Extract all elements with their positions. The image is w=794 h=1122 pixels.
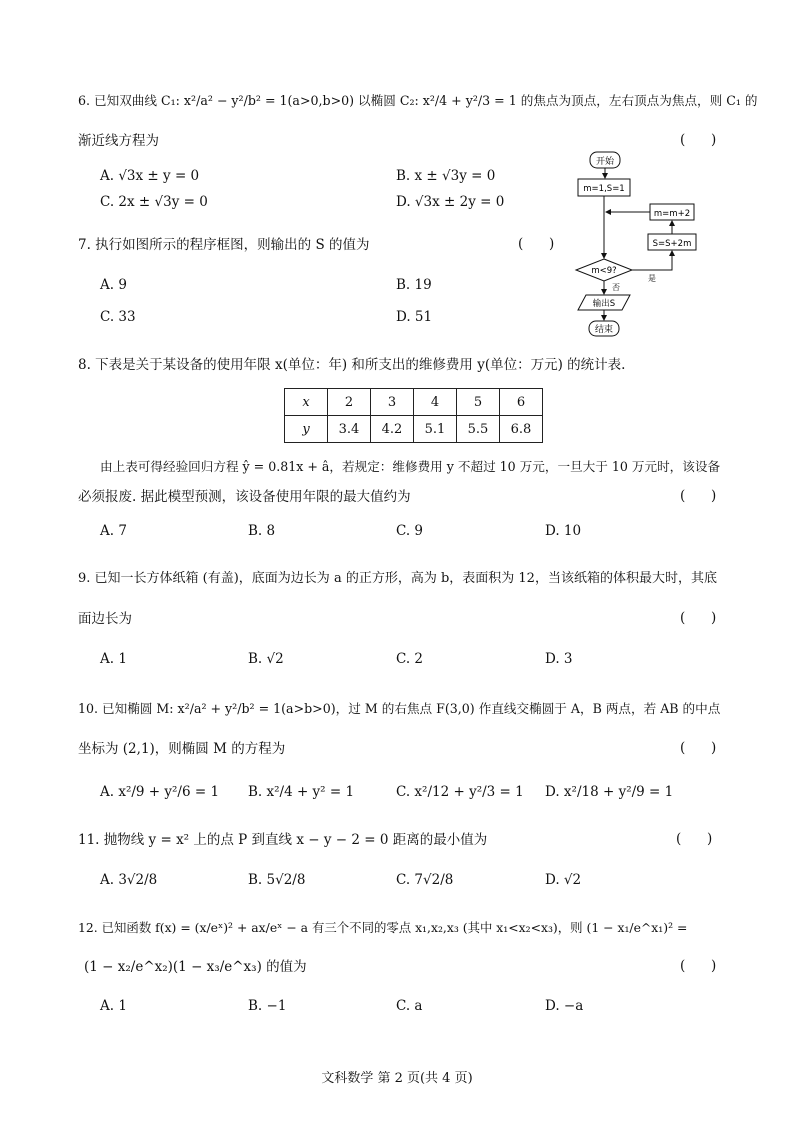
q9-stem-cont: 面边长为 xyxy=(78,611,132,627)
q6-stem: 6. 已知双曲线 C₁: x²/a² − y²/b² = 1(a>0,b>0) 以椭圆 C₂: x²/4 + y²/3 = 1 的焦点为顶点，左右顶点为焦点，则 C₁ 的 xyxy=(78,93,758,108)
program-flowchart xyxy=(560,148,710,340)
q10-option-c: C. x²/12 + y²/3 = 1 xyxy=(396,784,524,800)
table-cell: 3 xyxy=(371,389,414,416)
flow-no-label: 否 xyxy=(612,283,620,292)
flow-end-label: 结束 xyxy=(594,325,614,335)
table-row xyxy=(285,389,543,416)
page-footer: 文科数学 第 2 页(共 4 页) xyxy=(321,1071,473,1086)
q10-stem: 10. 已知椭圆 M: x²/a² + y²/b² = 1(a>b>0)，过 M 的右焦点 F(3,0) 作直线交椭圆于 A，B 两点，若 AB 的中点 xyxy=(78,701,721,716)
q12-stem-cont: (1 − x₂/e^x₂)(1 − x₃/e^x₃) 的值为 xyxy=(84,959,307,975)
q8-stem: 8. 下表是关于某设备的使用年限 x(单位：年) 和所支出的维修费用 y(单位：万元) 的统计表. xyxy=(78,357,626,373)
q8-option-d: D. 10 xyxy=(545,523,582,539)
table-cell: 6 xyxy=(500,389,543,416)
flow-condition-label: m<9? xyxy=(591,266,617,276)
q7-answer-bracket: ( ) xyxy=(518,236,555,252)
q10-answer-bracket: ( ) xyxy=(680,740,717,756)
q7-option-b: B. 19 xyxy=(396,277,432,293)
table-cell: 5.5 xyxy=(457,416,500,443)
table-cell: y xyxy=(285,416,328,443)
flow-yes-label: 是 xyxy=(648,274,656,283)
q8-option-c: C. 9 xyxy=(396,523,424,539)
q12-option-c: C. a xyxy=(396,998,423,1014)
flow-output-label: 输出S xyxy=(592,299,616,309)
q11-option-c: C. 7√2/8 xyxy=(396,872,454,888)
q9-answer-bracket: ( ) xyxy=(680,610,717,626)
q7-stem: 7. 执行如图所示的程序框图，则输出的 S 的值为 xyxy=(78,237,370,253)
table-cell: 2 xyxy=(328,389,371,416)
q6-option-d: D. √3x ± 2y = 0 xyxy=(396,194,505,210)
q11-stem: 11. 抛物线 y = x² 上的点 P 到直线 x − y − 2 = 0 距离的最小值为 xyxy=(78,832,488,848)
table-row xyxy=(285,416,543,443)
q12-stem: 12. 已知函数 f(x) = (x/eˣ)² + ax/eˣ − a 有三个不同的零点 x₁,x₂,x₃ (其中 x₁<x₂<x₃)，则 (1 − x₁/e^x₁)² = xyxy=(78,920,688,935)
q9-option-a: A. 1 xyxy=(100,651,127,667)
table-cell: x xyxy=(285,389,328,416)
q8-option-b: B. 8 xyxy=(248,523,276,539)
q7-option-a: A. 9 xyxy=(100,277,127,293)
q8-option-a: A. 7 xyxy=(100,523,127,539)
q12-option-b: B. −1 xyxy=(248,998,287,1014)
q9-option-c: C. 2 xyxy=(396,651,424,667)
q8-text-line1: 由上表可得经验回归方程 ŷ = 0.81x + â，若规定：维修费用 y 不超过 10 万元，一旦大于 10 万元时，该设备 xyxy=(100,459,721,474)
flow-update-s-label: S=S+2m xyxy=(652,239,692,249)
q10-option-b: B. x²/4 + y² = 1 xyxy=(248,784,355,800)
table-cell: 3.4 xyxy=(328,416,371,443)
q12-answer-bracket: ( ) xyxy=(680,958,717,974)
q10-option-d: D. x²/18 + y²/9 = 1 xyxy=(545,784,674,800)
q10-stem-cont: 坐标为 (2,1)，则椭圆 M 的方程为 xyxy=(78,741,286,757)
q11-answer-bracket: ( ) xyxy=(676,831,713,847)
q9-option-d: D. 3 xyxy=(545,651,573,667)
flow-update-m-label: m=m+2 xyxy=(653,209,691,219)
q11-option-d: D. √2 xyxy=(545,872,582,888)
q9-stem: 9. 已知一长方体纸箱 (有盖)，底面为边长为 a 的正方形，高为 b，表面积为 12，当该纸箱的体积最大时，其底 xyxy=(78,571,717,586)
q6-stem-cont: 渐近线方程为 xyxy=(78,133,159,149)
q7-option-d: D. 51 xyxy=(396,309,433,325)
q8-text-line2: 必须报废. 据此模型预测，该设备使用年限的最大值约为 xyxy=(78,489,411,505)
q7-option-c: C. 33 xyxy=(100,309,136,325)
table-cell: 4 xyxy=(414,389,457,416)
q6-option-b: B. x ± √3y = 0 xyxy=(396,168,496,184)
q12-option-a: A. 1 xyxy=(100,998,127,1014)
q6-option-a: A. √3x ± y = 0 xyxy=(100,168,200,184)
table-cell: 4.2 xyxy=(371,416,414,443)
q10-option-a: A. x²/9 + y²/6 = 1 xyxy=(100,784,220,800)
q6-option-c: C. 2x ± √3y = 0 xyxy=(100,194,208,210)
q8-data-table xyxy=(284,388,543,443)
q8-answer-bracket: ( ) xyxy=(680,488,717,504)
flow-init-label: m=1,S=1 xyxy=(583,184,625,194)
q9-option-b: B. √2 xyxy=(248,651,284,667)
table-cell: 5 xyxy=(457,389,500,416)
table-cell: 5.1 xyxy=(414,416,457,443)
q6-answer-bracket: ( ) xyxy=(680,132,717,148)
table-cell: 6.8 xyxy=(500,416,543,443)
q11-option-b: B. 5√2/8 xyxy=(248,872,306,888)
q12-option-d: D. −a xyxy=(545,998,584,1014)
flow-start-label: 开始 xyxy=(595,157,615,167)
q11-option-a: A. 3√2/8 xyxy=(100,872,158,888)
